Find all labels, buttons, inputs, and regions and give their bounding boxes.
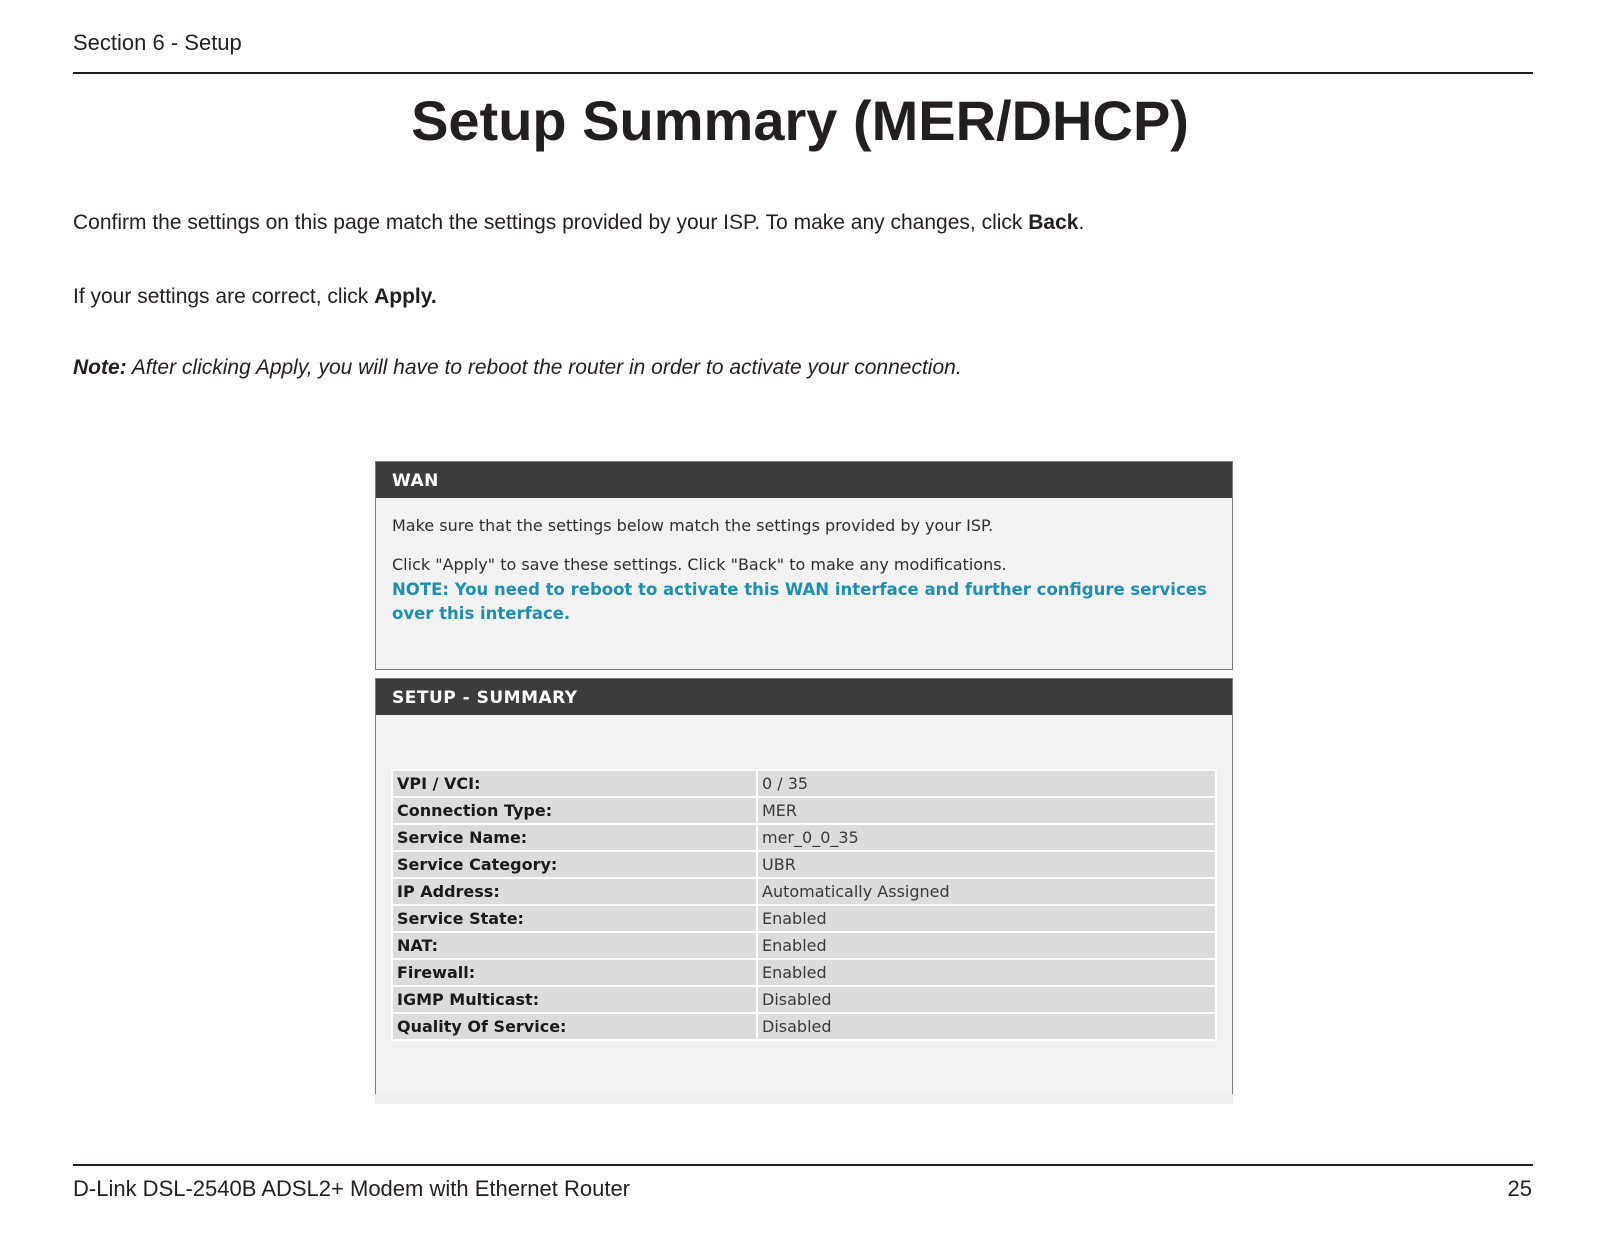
summary-label: Firewall: bbox=[393, 960, 756, 985]
table-row bbox=[393, 906, 1215, 931]
wan-panel-body bbox=[376, 498, 1232, 626]
summary-value: Enabled bbox=[758, 906, 1215, 931]
intro-confirm-text: Confirm the settings on this page match the settings provided by your ISP. To make any changes, click bbox=[73, 211, 1029, 234]
summary-label: Connection Type: bbox=[393, 798, 756, 823]
footer-page-number: 25 bbox=[1507, 1176, 1532, 1201]
summary-table bbox=[391, 769, 1217, 1041]
note-text: After clicking Apply, you will have to reboot the router in order to activate your connection. bbox=[126, 356, 962, 379]
intro-note bbox=[73, 356, 962, 380]
summary-value: Disabled bbox=[758, 987, 1215, 1012]
summary-label: IP Address: bbox=[393, 879, 756, 904]
intro-apply-word: Apply. bbox=[374, 285, 437, 308]
panel-bottom-strip bbox=[375, 1094, 1233, 1104]
table-row bbox=[393, 1014, 1215, 1039]
summary-label: Service Category: bbox=[393, 852, 756, 877]
intro-paragraph-apply bbox=[73, 285, 437, 309]
table-row bbox=[393, 960, 1215, 985]
table-row bbox=[393, 771, 1215, 796]
table-row bbox=[393, 933, 1215, 958]
intro-back-word: Back bbox=[1028, 211, 1079, 234]
table-row bbox=[393, 987, 1215, 1012]
setup-summary-header: SETUP - SUMMARY bbox=[376, 679, 1232, 715]
summary-value: 0 / 35 bbox=[758, 771, 1215, 796]
header-divider bbox=[73, 72, 1533, 74]
wan-reboot-note: NOTE: You need to reboot to activate this WAN interface and further configure services over this interface. bbox=[392, 580, 1207, 623]
wan-instruction-apply: Click "Apply" to save these settings. Click "Back" to make any modifications. bbox=[392, 555, 1007, 574]
table-row bbox=[393, 879, 1215, 904]
summary-label: Service State: bbox=[393, 906, 756, 931]
wan-panel bbox=[375, 461, 1233, 670]
summary-label: Quality Of Service: bbox=[393, 1014, 756, 1039]
summary-value: Enabled bbox=[758, 960, 1215, 985]
summary-label: Service Name: bbox=[393, 825, 756, 850]
page-title: Setup Summary (MER/DHCP) bbox=[411, 89, 1189, 152]
setup-summary-panel bbox=[375, 678, 1233, 1096]
summary-value: Automatically Assigned bbox=[758, 879, 1215, 904]
summary-label: VPI / VCI: bbox=[393, 771, 756, 796]
summary-value: mer_0_0_35 bbox=[758, 825, 1215, 850]
intro-paragraph-confirm bbox=[73, 211, 1084, 235]
note-label: Note: bbox=[73, 356, 127, 379]
summary-label: NAT: bbox=[393, 933, 756, 958]
wan-panel-header: WAN bbox=[376, 462, 1232, 498]
summary-value: UBR bbox=[758, 852, 1215, 877]
section-label: Section 6 - Setup bbox=[73, 30, 242, 55]
footer-divider bbox=[73, 1164, 1533, 1166]
summary-value: Enabled bbox=[758, 933, 1215, 958]
intro-confirm-end: . bbox=[1078, 211, 1085, 234]
footer-product-name: D-Link DSL-2540B ADSL2+ Modem with Ethernet Router bbox=[73, 1176, 631, 1201]
intro-apply-text: If your settings are correct, click bbox=[73, 285, 375, 308]
table-row bbox=[393, 825, 1215, 850]
wan-instruction-match: Make sure that the settings below match the settings provided by your ISP. bbox=[392, 516, 994, 535]
summary-label: IGMP Multicast: bbox=[393, 987, 756, 1012]
summary-value: MER bbox=[758, 798, 1215, 823]
summary-value: Disabled bbox=[758, 1014, 1215, 1039]
table-row bbox=[393, 852, 1215, 877]
table-row bbox=[393, 798, 1215, 823]
